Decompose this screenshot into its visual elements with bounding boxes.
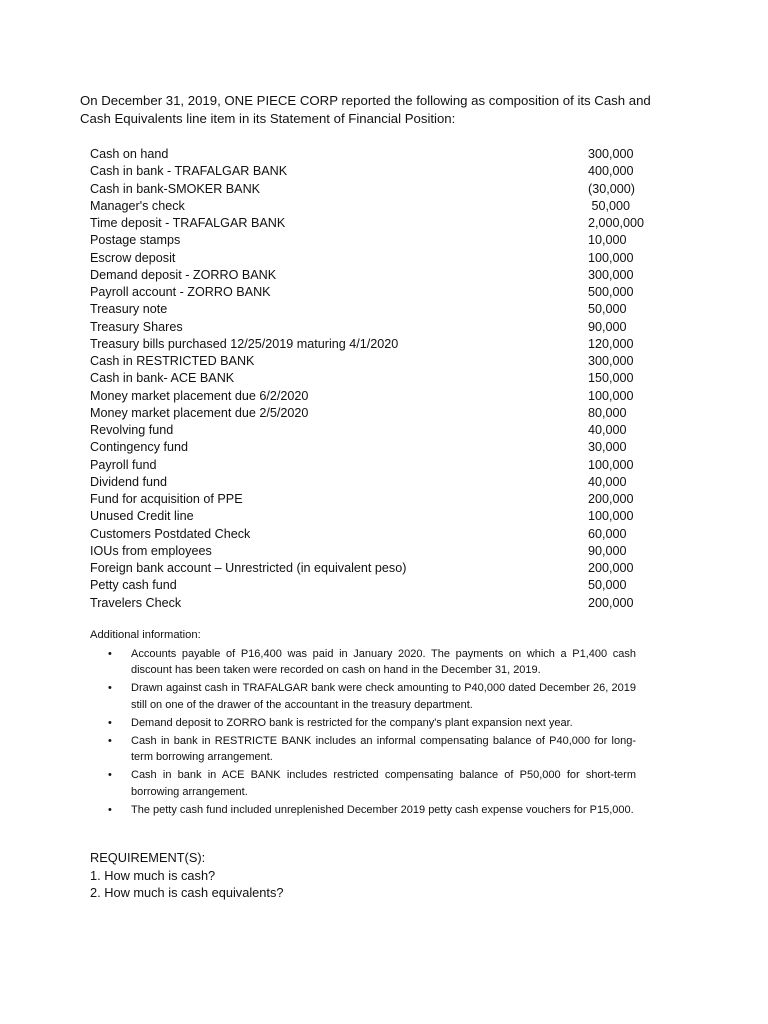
item-amount: 50,000 xyxy=(588,198,631,213)
cash-item-row xyxy=(90,215,650,232)
note-text: Cash in bank in RESTRICTE BANK includes an informal compensating balance of P40,000 for long-term borrowing arrangement. xyxy=(131,734,636,764)
item-label: Payroll account - ZORRO BANK xyxy=(90,285,271,299)
item-amount: 90,000 xyxy=(588,319,627,334)
cash-item-row xyxy=(90,370,650,387)
item-amount: 90,000 xyxy=(588,543,627,558)
item-amount: 300,000 xyxy=(588,354,634,368)
item-label: Cash in bank- ACE BANK xyxy=(90,371,235,386)
item-label: Cash in RESTRICTED BANK xyxy=(90,354,255,368)
item-label: Manager's check xyxy=(90,198,185,213)
cash-item-row xyxy=(90,508,650,525)
cash-item-row xyxy=(90,474,650,491)
item-amount: 200,000 xyxy=(588,561,634,575)
item-amount: (30,000) xyxy=(588,181,635,196)
cash-item-row xyxy=(90,491,650,508)
item-amount: 10,000 xyxy=(588,233,627,248)
item-label: Treasury Shares xyxy=(90,319,183,334)
bullet-icon: • xyxy=(108,648,112,660)
note-text: Accounts payable of P16,400 was paid in January 2020. The payments on which a P1,400 cash discount has been taken were recorded on cash on hand in the December 31, 2019. xyxy=(131,648,636,677)
additional-info-heading: Additional information: xyxy=(90,629,201,641)
requirement-question-2: 2. How much is cash equivalents? xyxy=(90,885,284,900)
cash-item-row xyxy=(90,526,650,543)
item-amount: 500,000 xyxy=(588,285,634,299)
item-amount: 100,000 xyxy=(588,388,634,403)
intro-paragraph: On December 31, 2019, ONE PIECE CORP reported the following as composition of its Cash and Cash Equivalents line item in its Statement of Financial Position: xyxy=(80,93,651,126)
item-label: Contingency fund xyxy=(90,440,189,455)
item-amount: 100,000 xyxy=(588,509,634,524)
item-amount: 80,000 xyxy=(588,405,627,420)
note-text: Demand deposit to ZORRO bank is restricted for the company's plant expansion next year. xyxy=(131,716,573,729)
item-label: Payroll fund xyxy=(90,457,157,472)
cash-item-row xyxy=(90,405,650,422)
note-text: Cash in bank in ACE BANK includes restricted compensating balance of P50,000 for short-term borrowing arrangement. xyxy=(131,769,636,798)
cash-item-row xyxy=(90,353,650,370)
requirement-question-1: 1. How much is cash? xyxy=(90,867,216,883)
requirements-section xyxy=(90,849,283,902)
additional-info-item xyxy=(108,715,636,731)
item-label: IOUs from employees xyxy=(90,543,212,558)
bullet-icon: • xyxy=(108,734,112,747)
cash-item-row xyxy=(90,388,650,405)
item-label: Unused Credit line xyxy=(90,509,194,524)
item-amount: 150,000 xyxy=(588,371,634,386)
item-amount: 200,000 xyxy=(588,492,634,506)
item-label: Demand deposit - ZORRO BANK xyxy=(90,267,277,282)
item-label: Treasury note xyxy=(90,302,168,317)
item-label: Treasury bills purchased 12/25/2019 maturing 4/1/2020 xyxy=(90,336,399,351)
item-amount: 100,000 xyxy=(588,457,634,472)
cash-item-row xyxy=(90,560,650,577)
item-amount: 50,000 xyxy=(588,578,627,593)
item-label: Postage stamps xyxy=(90,233,181,248)
item-label: Cash in bank-SMOKER BANK xyxy=(90,181,261,196)
additional-info-item xyxy=(108,680,636,713)
item-label: Money market placement due 6/2/2020 xyxy=(90,388,309,403)
note-text: The petty cash fund included unreplenished December 2019 petty cash expense vouchers for P15,000. xyxy=(131,803,634,816)
cash-item-row xyxy=(90,250,650,267)
cash-item-row xyxy=(90,163,650,180)
cash-item-row xyxy=(90,232,650,249)
item-amount: 60,000 xyxy=(588,526,627,541)
item-label: Cash on hand xyxy=(90,147,169,161)
bullet-icon: • xyxy=(108,682,112,695)
item-label: Cash in bank - TRAFALGAR BANK xyxy=(90,164,288,179)
item-amount: 300,000 xyxy=(588,267,634,282)
item-label: Travelers Check xyxy=(90,595,182,610)
item-label: Time deposit - TRAFALGAR BANK xyxy=(90,216,286,230)
cash-items-list xyxy=(90,146,650,612)
item-label: Customers Postdated Check xyxy=(90,526,251,541)
cash-item-row xyxy=(90,595,650,612)
cash-item-row xyxy=(90,543,650,560)
bullet-icon: • xyxy=(108,803,112,816)
requirements-heading: REQUIREMENT(S): xyxy=(90,850,206,865)
cash-item-row xyxy=(90,284,650,301)
cash-item-row xyxy=(90,577,650,594)
note-text: Drawn against cash in TRAFALGAR bank were check amounting to P40,000 dated December 26, 2019 still on one of the drawer of the accountant in the treasury department. xyxy=(131,682,636,711)
item-label: Fund for acquisition of PPE xyxy=(90,492,243,506)
item-amount: 30,000 xyxy=(588,440,627,455)
item-amount: 300,000 xyxy=(588,147,634,161)
cash-item-row xyxy=(90,198,650,215)
item-label: Revolving fund xyxy=(90,423,174,437)
item-amount: 120,000 xyxy=(588,336,634,351)
item-amount: 400,000 xyxy=(588,164,634,179)
bullet-icon: • xyxy=(108,769,112,782)
additional-info-item xyxy=(108,767,636,800)
additional-info-item xyxy=(108,733,636,766)
cash-item-row xyxy=(90,336,650,353)
bullet-icon: • xyxy=(108,716,112,729)
cash-item-row xyxy=(90,439,650,456)
cash-item-row xyxy=(90,301,650,318)
item-amount: 200,000 xyxy=(588,595,634,610)
cash-item-row xyxy=(90,319,650,336)
item-label: Money market placement due 2/5/2020 xyxy=(90,405,309,420)
cash-item-row xyxy=(90,181,650,198)
item-amount: 100,000 xyxy=(588,250,634,265)
additional-info-item xyxy=(108,646,636,679)
item-label: Dividend fund xyxy=(90,474,168,489)
item-amount: 40,000 xyxy=(588,423,627,437)
cash-item-row xyxy=(90,457,650,474)
item-label: Foreign bank account – Unrestricted (in equivalent peso) xyxy=(90,561,407,575)
cash-item-row xyxy=(90,267,650,284)
item-amount: 50,000 xyxy=(588,302,627,317)
item-amount: 2,000,000 xyxy=(588,216,645,230)
additional-info-item xyxy=(108,802,636,818)
item-amount: 40,000 xyxy=(588,474,627,489)
item-label: Petty cash fund xyxy=(90,578,177,593)
additional-info-list xyxy=(108,646,636,820)
item-label: Escrow deposit xyxy=(90,250,176,265)
cash-item-row xyxy=(90,422,650,439)
cash-item-row xyxy=(90,146,650,163)
